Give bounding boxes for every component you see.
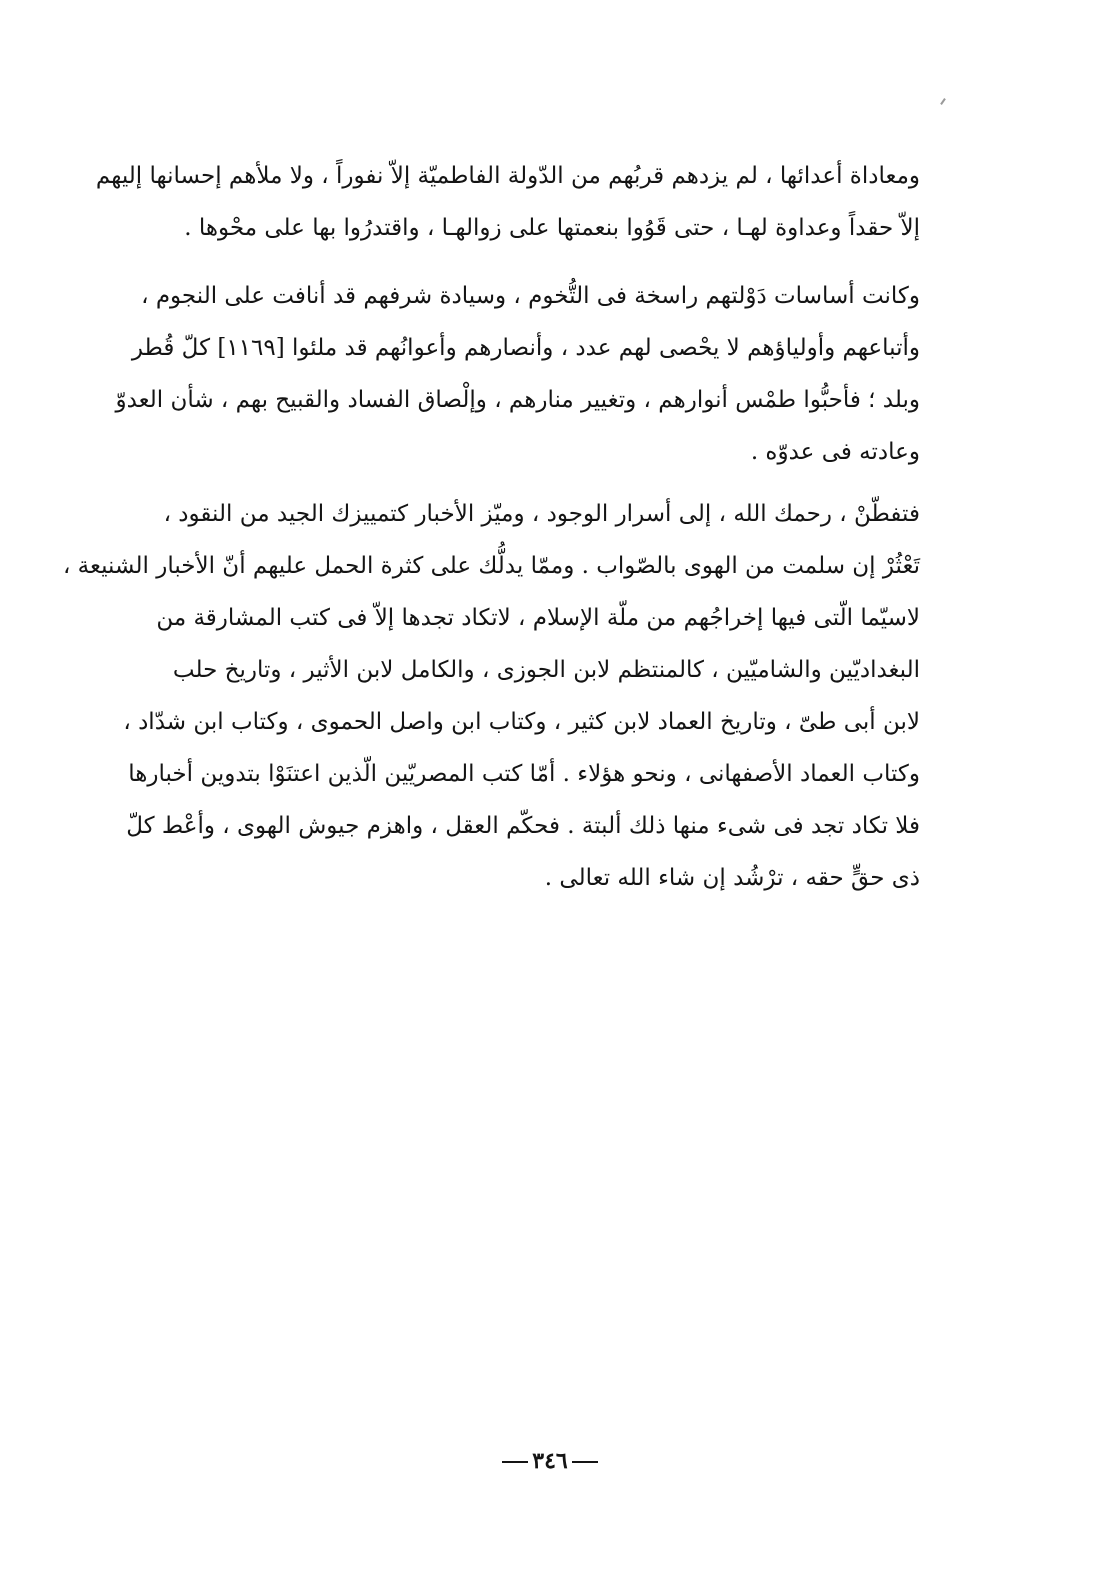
text-line: وأتباعهم وأولياؤهم لا يحْصى لهم عدد ، وأنصارهم وأعوانُهم قد ملئوا [١١٦٩] كلّ قُطر: [131, 335, 920, 361]
text-line: ذى حقٍّ حقه ، ترْشُد إن شاء الله تعالى .: [544, 865, 920, 891]
text-line: وبلد ؛ فأحبُّوا طمْس أنوارهم ، وتغيير منارهم ، وإلْصاق الفساد والقبيح بهم ، شأن العدوّ: [115, 387, 920, 413]
paragraph-3: [62, 488, 920, 904]
text-line: تَعْثُرْ إن سلمت من الهوى بالصّواب . وممّا يدلُّك على كثرة الحمل عليهم أنّ الأخبار الشنيعة ،: [62, 553, 920, 579]
page-number-dash: [572, 1461, 598, 1463]
text-line: ومعاداة أعدائها ، لم يزدهم قربُهم من الدّولة الفاطميّة إلاّ نفوراً ، ولا ملأهم إحسانها إليهم: [95, 163, 920, 189]
text-line: لاسيّما الّتى فيها إخراجُهم من ملّة الإسلام ، لاتكاد تجدها إلاّ فى كتب المشارقة من: [156, 605, 920, 631]
text-line: وكتاب العماد الأصفهانى ، ونحو هؤلاء . أمّا كتب المصريّين الّذين اعتنَوْا بتدوين أخبارها: [128, 761, 920, 787]
text-line: لابن أبى طىّ ، وتاريخ العماد لابن كثير ، وكتاب ابن واصل الحموى ، وكتاب ابن شدّاد ،: [123, 709, 920, 735]
paragraph-2: [115, 270, 920, 478]
scan-speck: [940, 98, 946, 105]
page-number-dash: [502, 1461, 528, 1463]
text-line: وعادته فى عدوّه .: [750, 439, 920, 465]
page-number-text: ٣٤٦: [532, 1448, 568, 1474]
text-line: البغداديّين والشاميّين ، كالمنتظم لابن الجوزى ، والكامل لابن الأثير ، وتاريخ حلب: [172, 657, 920, 683]
page-number: [0, 1448, 1100, 1474]
text-line: إلاّ حقداً وعداوة لهـا ، حتى قَوُوا بنعمتها على زوالهـا ، واقتدرُوا بها على محْوها .: [184, 215, 920, 241]
text-line: فتفطّنْ ، رحمك الله ، إلى أسرار الوجود ، وميّز الأخبار كتمييزك الجيد من النقود ،: [163, 501, 920, 527]
text-line: وكانت أساسات دَوْلتهم راسخة فى التُّخوم ، وسيادة شرفهم قد أنافت على النجوم ،: [141, 283, 920, 309]
paragraph-1: [95, 150, 920, 254]
text-line: فلا تكاد تجد فى شىء منها ذلك ألبتة . فحكّم العقل ، واهزم جيوش الهوى ، وأعْط كلّ: [126, 813, 920, 839]
